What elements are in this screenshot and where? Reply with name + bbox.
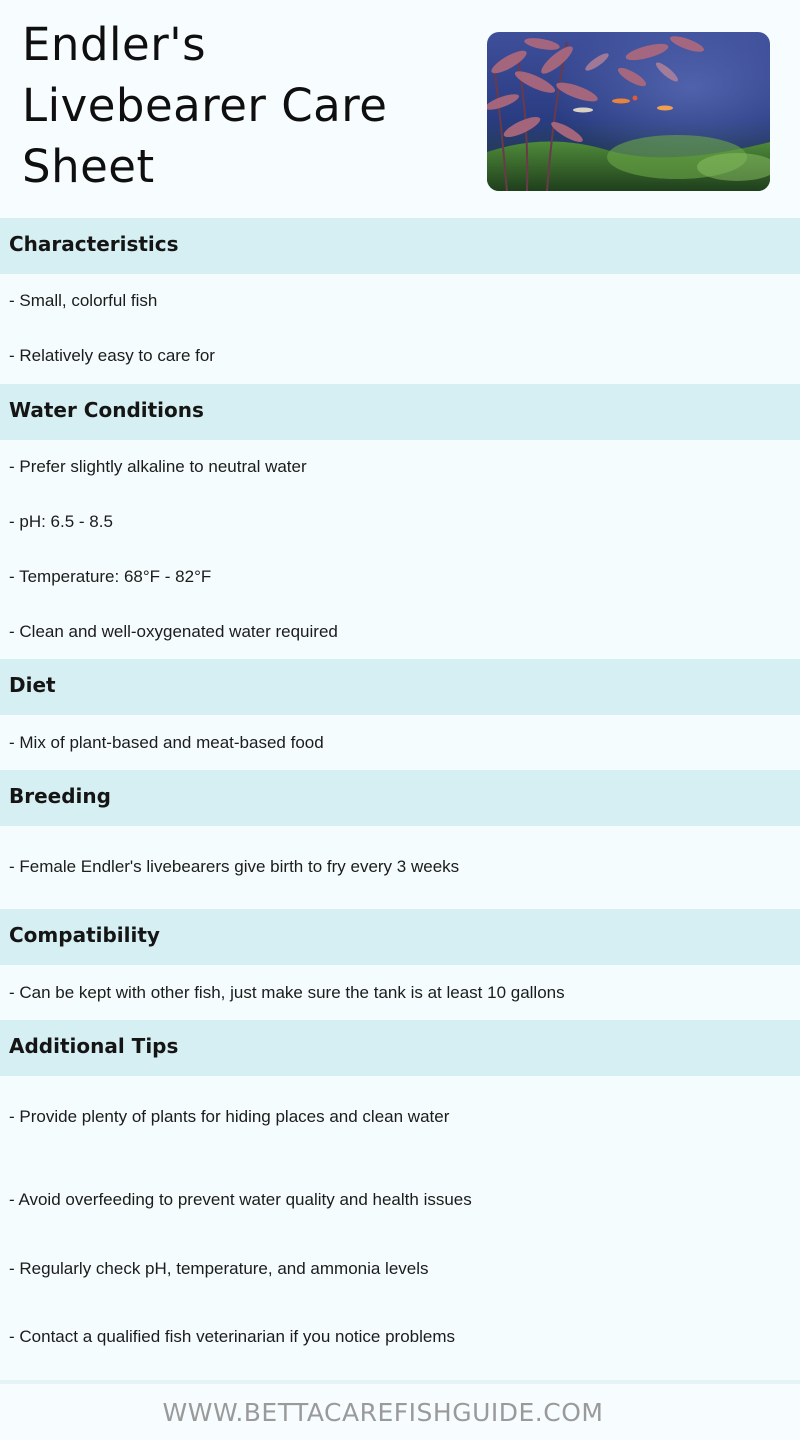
- section-heading-additional-tips: [0, 1020, 800, 1076]
- list-item: - Avoid overfeeding to prevent water quality and health issues: [9, 1190, 472, 1209]
- section-heading-text: Compatibility: [9, 923, 160, 947]
- list-item: - Temperature: 68°F - 82°F: [9, 567, 212, 586]
- list-item: - Small, colorful fish: [9, 291, 158, 310]
- section-heading-compatibility: [0, 909, 800, 965]
- page-title: Endler's Livebearer Care Sheet: [22, 18, 388, 193]
- list-item: - Clean and well-oxygenated water required: [9, 622, 338, 641]
- section-heading-water-conditions: [0, 384, 800, 440]
- website-url: WWW.BETTACAREFISHGUIDE.COM: [162, 1398, 604, 1427]
- section-heading-text: Breeding: [9, 784, 111, 808]
- list-item: - Female Endler's livebearers give birth to fry every 3 weeks: [9, 857, 460, 876]
- section-heading-diet: [0, 659, 800, 715]
- list-item: - Mix of plant-based and meat-based food: [9, 733, 324, 752]
- list-item: - Relatively easy to care for: [9, 346, 215, 365]
- list-item: - Can be kept with other fish, just make sure the tank is at least 10 gallons: [9, 983, 565, 1002]
- section-heading-breeding: [0, 770, 800, 826]
- list-item: - pH: 6.5 - 8.5: [9, 512, 113, 531]
- list-item: - Contact a qualified fish veterinarian if you notice problems: [9, 1327, 456, 1346]
- section-heading-text: Diet: [9, 673, 56, 697]
- section-heading-text: Characteristics: [9, 232, 179, 256]
- page-footer: [0, 1384, 800, 1440]
- aquarium-photo: [487, 32, 770, 191]
- list-item: - Prefer slightly alkaline to neutral water: [9, 457, 307, 476]
- section-heading-text: Additional Tips: [9, 1034, 179, 1058]
- section-heading-text: Water Conditions: [9, 398, 204, 422]
- page-header: [0, 0, 800, 218]
- list-item: - Provide plenty of plants for hiding places and clean water: [9, 1107, 450, 1126]
- list-item: - Regularly check pH, temperature, and ammonia levels: [9, 1259, 429, 1278]
- section-heading-characteristics: [0, 218, 800, 274]
